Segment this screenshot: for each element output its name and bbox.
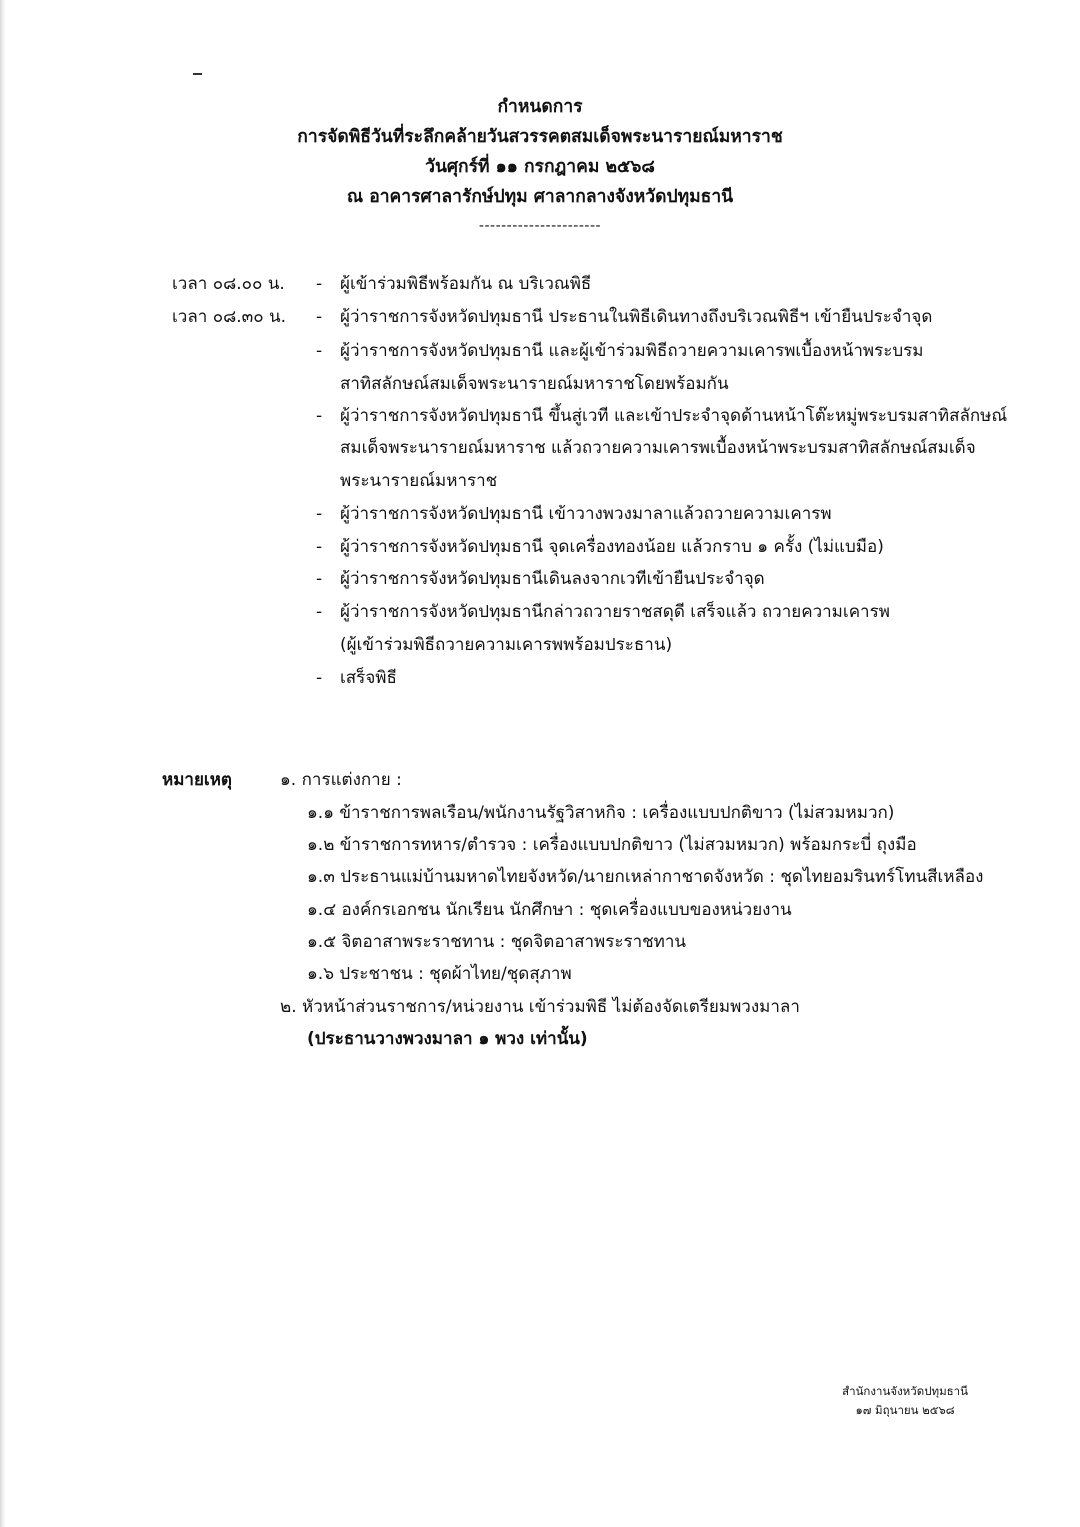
document-header [0, 92, 1080, 237]
schedule-item-continued: พระนารายณ์มหาราช [340, 471, 498, 491]
schedule-dash: - [316, 406, 323, 426]
schedule-dash: - [316, 341, 323, 361]
ceremony-date: วันศุกร์ที่ ๑๑ กรกฎาคม ๒๕๖๘ [425, 157, 655, 177]
notes-heading: หมายเหตุ [162, 770, 232, 790]
issuing-office: สำนักงานจังหวัดปทุมธานี [842, 1384, 968, 1398]
schedule-item: ผู้ว่าราชการจังหวัดปทุมธานี จุดเครื่องทองน้อย แล้วกราบ ๑ ครั้ง (ไม่แบมือ) [340, 537, 884, 557]
note-subitem: ๑.๖ ประชาชน : ชุดผ้าไทย/ชุดสุภาพ [307, 964, 572, 984]
schedule-item: ผู้ว่าราชการจังหวัดปทุมธานี เข้าวางพวงมาลาแล้วถวายความเคารพ [340, 504, 832, 524]
document-title: กำหนดการ [497, 97, 583, 117]
stray-mark [193, 73, 202, 75]
schedule-dash: - [316, 274, 323, 294]
note-item-wreath: ๒. หัวหน้าส่วนราชการ/หน่วยงาน เข้าร่วมพิธี ไม่ต้องจัดเตรียมพวงมาลา [280, 997, 800, 1017]
header-divider: ---------------------- [478, 218, 602, 234]
schedule-time: เวลา ๐๘.๐๐ น. [172, 274, 285, 294]
schedule-dash: - [316, 569, 323, 589]
note-wreath-emphasis: (ประธานวางพวงมาลา ๑ พวง เท่านั้น) [307, 1029, 588, 1049]
document-footer [842, 1382, 968, 1420]
schedule-item: ผู้ว่าราชการจังหวัดปทุมธานี ประธานในพิธีเดินทางถึงบริเวณพิธีฯ เข้ายืนประจำจุด [340, 307, 933, 327]
note-subitem: ๑.๓ ประธานแม่บ้านมหาดไทยจังหวัด/นายกเหล่ากาชาดจังหวัด : ชุดไทยอมรินทร์โทนสีเหลือง [307, 867, 984, 887]
schedule-item: ผู้เข้าร่วมพิธีพร้อมกัน ณ บริเวณพิธี [340, 274, 592, 294]
schedule-dash: - [316, 537, 323, 557]
note-subitem: ๑.๔ องค์กรเอกชน นักเรียน นักศึกษา : ชุดเครื่องแบบของหน่วยงาน [307, 900, 792, 920]
ceremony-name: การจัดพิธีวันที่ระลึกคล้ายวันสวรรคตสมเด็จพระนารายณ์มหาราช [297, 127, 783, 147]
schedule-item-continued: (ผู้เข้าร่วมพิธีถวายความเคารพพร้อมประธาน) [340, 635, 673, 655]
schedule-item-continued: สาทิสลักษณ์สมเด็จพระนารายณ์มหาราชโดยพร้อมกัน [340, 374, 729, 394]
ceremony-venue: ณ อาคารศาลารักษ์ปทุม ศาลากลางจังหวัดปทุมธานี [346, 187, 734, 207]
schedule-dash: - [316, 307, 323, 327]
schedule-item: ผู้ว่าราชการจังหวัดปทุมธานี ขึ้นสู่เวที และเข้าประจำจุดด้านหน้าโต๊ะหมู่พระบรมสาทิสลักษณ์ [340, 406, 1008, 426]
schedule-item: เสร็จพิธี [340, 668, 397, 688]
note-item-dress: ๑. การแต่งกาย : [280, 770, 402, 790]
note-subitem: ๑.๕ จิตอาสาพระราชทาน : ชุดจิตอาสาพระราชทาน [307, 932, 687, 952]
schedule-dash: - [316, 504, 323, 524]
schedule-item-continued: สมเด็จพระนารายณ์มหาราช แล้วถวายความเคารพเบื้องหน้าพระบรมสาทิสลักษณ์สมเด็จ [340, 438, 976, 458]
schedule-dash: - [316, 602, 323, 622]
note-subitem: ๑.๒ ข้าราชการทหาร/ตำรวจ : เครื่องแบบปกติขาว (ไม่สวมหมวก) พร้อมกระบี่ ถุงมือ [307, 835, 917, 855]
schedule-item: ผู้ว่าราชการจังหวัดปทุมธานี และผู้เข้าร่วมพิธีถวายความเคารพเบื้องหน้าพระบรม [340, 341, 924, 361]
schedule-item: ผู้ว่าราชการจังหวัดปทุมธานีเดินลงจากเวทีเข้ายืนประจำจุด [340, 569, 765, 589]
schedule-dash: - [316, 668, 323, 688]
issue-date: ๑๗ มิถุนายน ๒๕๖๘ [855, 1403, 955, 1417]
schedule-item: ผู้ว่าราชการจังหวัดปทุมธานีกล่าวถวายราชสดุดี เสร็จแล้ว ถวายความเคารพ [340, 602, 890, 622]
note-subitem: ๑.๑ ข้าราชการพลเรือน/พนักงานรัฐวิสาหกิจ : เครื่องแบบปกติขาว (ไม่สวมหมวก) [307, 803, 895, 823]
schedule-time: เวลา ๐๘.๓๐ น. [172, 307, 287, 327]
